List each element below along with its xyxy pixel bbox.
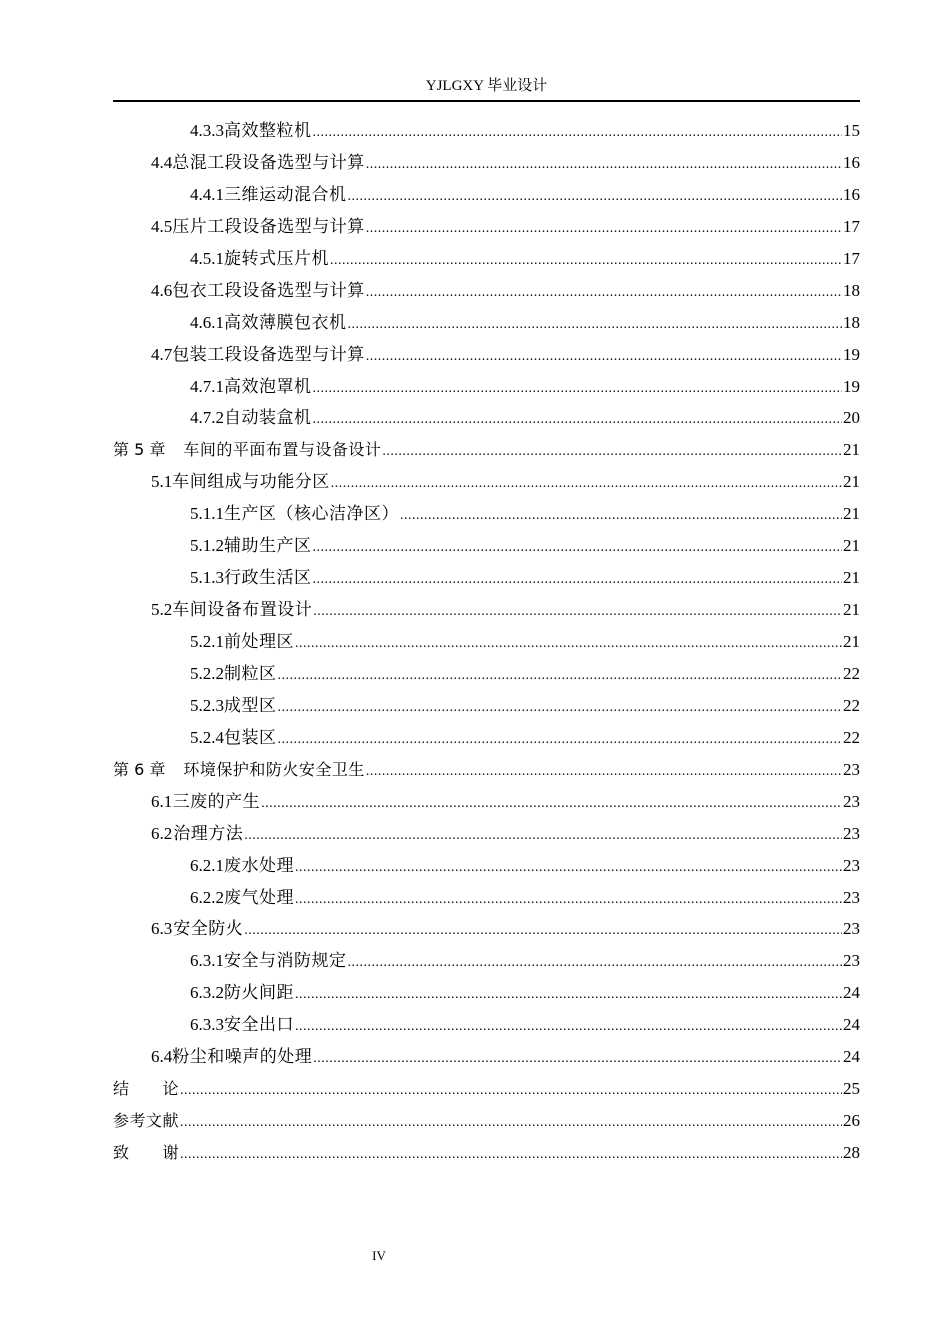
toc-entry-title: 防火间距 — [224, 983, 294, 1003]
toc-entry[interactable] — [113, 562, 860, 594]
toc-entry-number: 4.7 — [151, 344, 173, 364]
toc-entry-page: 19 — [843, 376, 860, 396]
toc-entry-title: 粉尘和噪声的处理 — [172, 1047, 313, 1067]
toc-entry-title: 车间组成与功能分区 — [172, 472, 330, 492]
toc-dot-leader — [180, 1139, 842, 1171]
toc-entry-number: 5.2.4 — [190, 727, 224, 747]
toc-entry[interactable] — [113, 1073, 860, 1105]
toc-entry-number: 6.1 — [151, 791, 173, 811]
page-number-footer: IV — [372, 1248, 386, 1263]
toc-entry-title: 废气处理 — [224, 887, 294, 907]
toc-entry[interactable] — [113, 466, 860, 498]
toc-entry-page: 22 — [843, 663, 860, 683]
toc-dot-leader — [278, 692, 843, 724]
toc-entry-number: 4.7.2 — [190, 408, 224, 428]
toc-entry[interactable] — [113, 530, 860, 562]
toc-entry-title: 安全防火 — [173, 919, 244, 939]
toc-entry[interactable] — [113, 722, 860, 754]
toc-entry-number: 4.5 — [151, 216, 173, 236]
toc-entry-title: 成型区 — [224, 695, 277, 715]
toc-entry-title: 车间设备布置设计 — [172, 600, 313, 620]
toc-dot-leader — [366, 277, 842, 309]
toc-entry-title: 高效整粒机 — [224, 121, 312, 140]
page-header: YJLGXY 毕业设计 — [425, 78, 548, 94]
toc-entry[interactable] — [113, 179, 860, 211]
toc-entry-page: 23 — [843, 919, 860, 939]
toc-dot-leader — [366, 756, 842, 788]
header-rule — [113, 100, 860, 102]
toc-entry-page: 17 — [843, 248, 860, 268]
toc-entry[interactable] — [113, 307, 860, 339]
toc-entry-page: 24 — [843, 1015, 860, 1035]
toc-entry-title: 前处理区 — [224, 632, 294, 651]
toc-entry-number: 6.2 — [151, 823, 173, 843]
toc-entry-number: 5.1.1 — [190, 504, 224, 524]
toc-entry-page: 15 — [843, 121, 860, 140]
toc-entry-page: 21 — [843, 632, 860, 651]
toc-dot-leader — [261, 788, 842, 820]
toc-entry-title: 包装区 — [224, 727, 277, 747]
toc-entry-number: 第 6 章 — [113, 759, 166, 779]
toc-entry-title: 包装工段设备选型与计算 — [172, 344, 365, 364]
toc-entry-title: 压片工段设备选型与计算 — [172, 216, 365, 236]
toc-dot-leader — [313, 564, 843, 596]
toc-entry[interactable] — [113, 818, 860, 850]
toc-entry[interactable] — [113, 434, 860, 466]
toc-dot-leader — [366, 149, 842, 181]
toc-entry-number: 6.3.3 — [190, 1015, 224, 1035]
toc-entry[interactable] — [113, 147, 860, 179]
toc-entry-title: 环境保护和防火安全卫生 — [183, 759, 365, 779]
toc-entry-page: 16 — [843, 184, 860, 204]
toc-entry-title: 制粒区 — [224, 663, 277, 683]
toc-entry-number: 4.7.1 — [190, 376, 224, 396]
toc-dot-leader — [330, 245, 842, 277]
toc-dot-leader — [295, 628, 842, 660]
toc-entry[interactable] — [113, 339, 860, 371]
toc-entry-title: 自动装盒机 — [224, 408, 312, 428]
toc-entry-number: 5.1.3 — [190, 568, 224, 588]
toc-entry-number: 6.2.1 — [190, 855, 224, 875]
toc-dot-leader — [313, 1043, 842, 1075]
toc-entry[interactable] — [113, 626, 860, 658]
toc-entry-number: 4.6 — [151, 280, 173, 300]
toc-entry[interactable] — [113, 498, 860, 530]
toc-dot-leader — [295, 884, 842, 916]
toc-entry-number: 6.3.2 — [190, 983, 224, 1003]
toc-entry[interactable] — [113, 243, 860, 275]
toc-dot-leader — [295, 1011, 842, 1043]
toc-entry-title: 致 谢 — [113, 1143, 180, 1162]
toc-dot-leader — [366, 213, 842, 245]
toc-dot-leader — [244, 915, 842, 947]
toc-entry-title: 三维运动混合机 — [224, 184, 347, 204]
toc-entry-page: 16 — [843, 152, 860, 172]
toc-entry[interactable] — [113, 945, 860, 977]
toc-dot-leader — [366, 341, 842, 373]
toc-entry-title: 辅助生产区 — [224, 536, 312, 556]
toc-entry-page: 23 — [843, 791, 860, 811]
toc-entry-page: 23 — [843, 951, 860, 971]
toc-entry-number: 6.4 — [151, 1047, 173, 1067]
toc-entry-number: 4.6.1 — [190, 312, 224, 332]
toc-entry-number: 5.2.3 — [190, 695, 224, 715]
toc-entry-title: 安全出口 — [224, 1015, 294, 1035]
toc-entry[interactable] — [113, 275, 860, 307]
toc-entry-number: 6.3.1 — [190, 951, 224, 971]
toc-dot-leader — [278, 724, 843, 756]
toc-entry-number: 5.2.1 — [190, 632, 224, 651]
toc-entry-title: 高效泡罩机 — [224, 376, 312, 396]
toc-entry-page: 21 — [843, 600, 860, 620]
toc-entry-page: 26 — [843, 1111, 860, 1131]
toc-entry-title: 总混工段设备选型与计算 — [172, 152, 365, 172]
toc-dot-leader — [180, 1107, 842, 1139]
toc-dot-leader — [348, 309, 843, 341]
toc-entry-page: 24 — [843, 983, 860, 1003]
toc-entry-number: 4.5.1 — [190, 248, 224, 268]
toc-entry-page: 19 — [843, 344, 860, 364]
toc-entry[interactable] — [113, 594, 860, 626]
toc-entry-page: 20 — [843, 408, 860, 428]
toc-entry-number: 4.4 — [151, 152, 173, 172]
toc-entry-page: 23 — [843, 759, 860, 779]
toc-dot-leader — [278, 660, 843, 692]
toc-entry[interactable] — [113, 786, 860, 818]
toc-entry[interactable] — [113, 371, 860, 403]
toc-entry-number: 5.1 — [151, 472, 173, 492]
toc-dot-leader — [313, 404, 843, 436]
toc-entry[interactable] — [113, 1009, 860, 1041]
toc-entry-title: 参考文献 — [113, 1111, 180, 1131]
toc-entry-title: 安全与消防规定 — [224, 951, 347, 971]
toc-entry-page: 18 — [843, 312, 860, 332]
toc-entry-page: 21 — [843, 472, 860, 492]
toc-entry-page: 21 — [843, 536, 860, 556]
toc-entry-page: 25 — [843, 1079, 860, 1099]
toc-entry-page: 17 — [843, 216, 860, 236]
toc-dot-leader — [295, 979, 842, 1011]
toc-entry[interactable] — [113, 1105, 860, 1137]
toc-dot-leader — [244, 820, 842, 852]
toc-dot-leader — [313, 532, 843, 564]
toc-dot-leader — [313, 596, 842, 628]
toc-entry-page: 23 — [843, 823, 860, 843]
toc-entry[interactable] — [113, 977, 860, 1009]
toc-entry-title: 高效薄膜包衣机 — [224, 312, 347, 332]
toc-entry[interactable] — [113, 1041, 860, 1073]
toc-entry-page: 23 — [843, 887, 860, 907]
toc-entry-number: 5.2 — [151, 600, 173, 620]
toc-entry-number: 4.3.3 — [190, 121, 224, 140]
toc-entry-title: 治理方法 — [173, 823, 244, 843]
toc-entry[interactable] — [113, 658, 860, 690]
toc-entry[interactable] — [113, 913, 860, 945]
table-of-contents — [113, 115, 860, 1169]
toc-entry-number: 4.4.1 — [190, 184, 224, 204]
toc-dot-leader — [180, 1075, 842, 1107]
toc-entry-page: 22 — [843, 695, 860, 715]
toc-entry-page: 23 — [843, 855, 860, 875]
toc-entry-number: 6.3 — [151, 919, 173, 939]
toc-entry[interactable] — [113, 211, 860, 243]
toc-entry[interactable] — [113, 402, 860, 434]
toc-entry-title: 废水处理 — [224, 855, 294, 875]
toc-entry-page: 24 — [843, 1047, 860, 1067]
toc-entry-title: 包衣工段设备选型与计算 — [172, 280, 365, 300]
toc-entry-title: 结 论 — [113, 1079, 180, 1099]
toc-dot-leader — [348, 181, 843, 213]
toc-entry-title: 行政生活区 — [224, 568, 312, 588]
toc-entry-title: 生产区（核心洁净区） — [224, 504, 399, 524]
toc-dot-leader — [382, 436, 842, 468]
toc-entry-page: 18 — [843, 280, 860, 300]
toc-entry[interactable] — [113, 850, 860, 882]
toc-entry-number: 5.1.2 — [190, 536, 224, 556]
toc-entry-page: 21 — [843, 568, 860, 588]
toc-dot-leader — [348, 947, 843, 979]
toc-entry-page: 22 — [843, 727, 860, 747]
toc-dot-leader — [313, 117, 843, 149]
toc-entry-number: 6.2.2 — [190, 887, 224, 907]
toc-entry-page: 28 — [843, 1143, 860, 1162]
toc-dot-leader — [313, 373, 843, 405]
toc-entry[interactable] — [113, 882, 860, 914]
toc-dot-leader — [331, 468, 842, 500]
toc-entry[interactable] — [113, 690, 860, 722]
toc-entry-title: 旋转式压片机 — [224, 248, 329, 268]
toc-entry[interactable] — [113, 1137, 860, 1169]
toc-dot-leader — [400, 500, 842, 532]
toc-entry[interactable] — [113, 115, 860, 147]
toc-entry-number: 5.2.2 — [190, 663, 224, 683]
toc-dot-leader — [295, 852, 842, 884]
toc-entry-page: 21 — [843, 504, 860, 524]
toc-entry-title: 车间的平面布置与设备设计 — [183, 440, 382, 460]
toc-entry[interactable] — [113, 754, 860, 786]
toc-entry-number: 第 5 章 — [113, 440, 166, 460]
toc-entry-page: 21 — [843, 440, 860, 460]
toc-entry-title: 三废的产生 — [172, 791, 261, 811]
